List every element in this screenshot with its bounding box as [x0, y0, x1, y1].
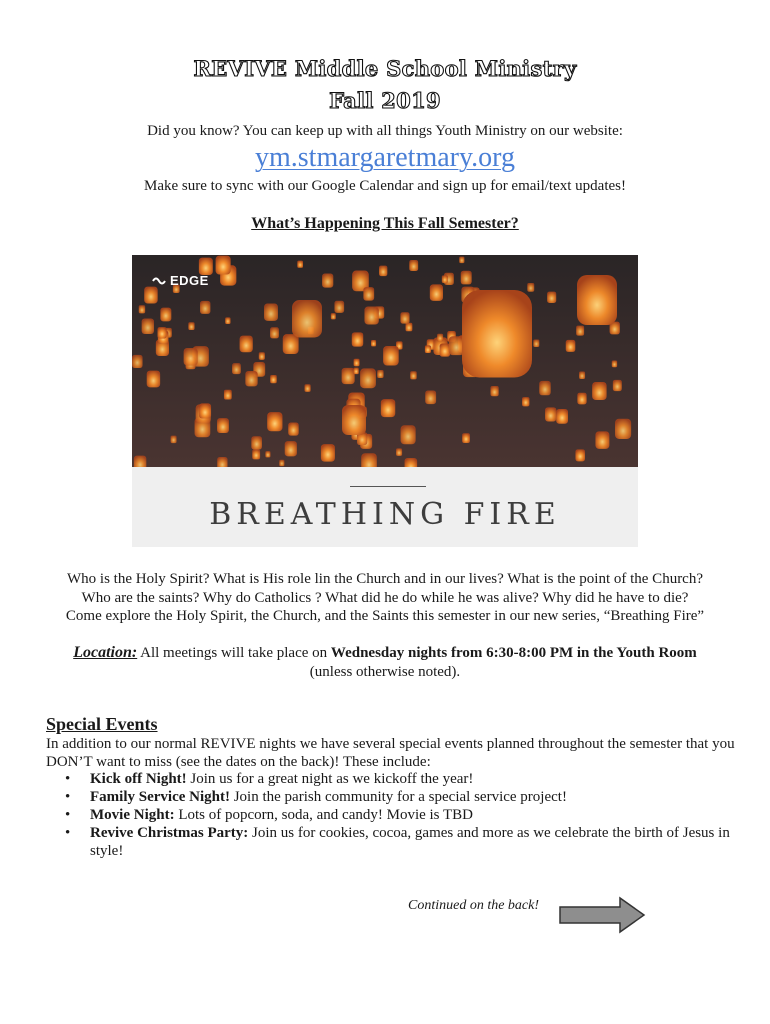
lantern	[264, 304, 278, 321]
semester-heading: What’s Happening This Fall Semester?	[251, 215, 519, 232]
lantern	[354, 359, 360, 366]
lantern	[251, 436, 262, 449]
lantern	[556, 409, 568, 424]
lantern	[425, 345, 431, 353]
lantern	[147, 371, 160, 388]
event-title: Revive Christmas Party:	[90, 825, 249, 841]
list-item	[46, 824, 736, 860]
edge-logo	[152, 273, 209, 288]
lantern	[547, 292, 556, 303]
lantern	[142, 319, 154, 334]
lantern	[270, 375, 277, 383]
lantern	[305, 384, 311, 392]
lantern	[200, 301, 210, 314]
lantern	[352, 332, 363, 346]
lantern	[184, 348, 198, 366]
location-text: All meetings will take place on	[137, 645, 331, 661]
special-events-heading: Special Events	[46, 714, 158, 734]
lantern	[490, 386, 498, 396]
special-events-intro: In addition to our normal REVIVE nights we have several special events planned throughout the semester that you DON’T want to miss (see the dates on the back)! These include:	[46, 736, 735, 770]
events-list	[46, 770, 736, 860]
lantern	[245, 371, 257, 386]
lantern	[259, 352, 265, 360]
list-item	[46, 788, 736, 806]
lantern	[157, 327, 166, 338]
event-title: Movie Night:	[90, 807, 175, 823]
lantern	[331, 313, 336, 319]
lantern	[132, 355, 143, 368]
ministry-title: REVIVE Middle School Ministry	[193, 56, 577, 81]
lantern	[297, 261, 303, 268]
lantern	[442, 275, 448, 283]
lantern	[322, 274, 333, 288]
lantern	[160, 308, 171, 322]
lantern	[410, 371, 416, 379]
lantern	[406, 323, 413, 332]
lantern	[292, 300, 322, 338]
event-text: Join us for a great night as we kickoff the year!	[186, 771, 474, 787]
lantern	[383, 346, 399, 365]
lantern	[461, 271, 472, 285]
lantern	[401, 425, 416, 444]
lantern	[545, 407, 556, 421]
lantern	[539, 381, 550, 395]
bullet-icon: •	[65, 771, 71, 787]
lantern	[462, 290, 532, 378]
website-link[interactable]: ym.stmargaretmary.org	[255, 142, 515, 173]
description-line: Who are the saints? Why do Catholics ? What did he do while he was alive? Why did he have to die?	[81, 589, 689, 606]
description-line: Who is the Holy Spirit? What is His role lin the Church and in our lives? What is the point of the Church?	[67, 571, 703, 587]
lantern	[144, 287, 157, 304]
lantern	[240, 336, 253, 353]
bullet-icon: •	[65, 807, 71, 823]
banner-title-panel	[132, 467, 638, 547]
breathing-fire-banner	[132, 255, 638, 547]
location-note: (unless otherwise noted).	[309, 664, 461, 680]
lantern	[252, 449, 260, 459]
lantern	[533, 339, 539, 347]
lantern	[575, 449, 585, 461]
lantern	[361, 453, 377, 467]
lantern	[595, 431, 609, 448]
list-item	[46, 770, 736, 788]
description-line: Come explore the Holy Spirit, the Church, and the Saints this semester in our new series, “Breathing Fire”	[65, 608, 705, 624]
event-title: Kick off Night!	[90, 771, 187, 787]
lantern	[279, 460, 284, 466]
lantern	[225, 317, 230, 324]
lantern	[425, 390, 436, 404]
lantern	[612, 360, 617, 367]
lantern	[613, 380, 622, 391]
event-text: Join the parish community for a special service project!	[229, 789, 567, 805]
lantern	[285, 441, 297, 456]
semester-title: Fall 2019	[329, 88, 441, 113]
lantern	[334, 301, 344, 313]
calendar-sync-note: Make sure to sync with our Google Calendar and sign up for email/text updates!	[144, 178, 626, 194]
lantern	[354, 368, 359, 375]
lantern	[288, 422, 299, 435]
lantern	[430, 284, 443, 300]
lantern	[232, 363, 241, 374]
lantern	[566, 340, 576, 352]
list-item	[46, 806, 736, 824]
lantern	[440, 343, 451, 356]
lantern	[437, 334, 443, 342]
edge-logo-icon	[152, 276, 166, 286]
event-text: Lots of popcorn, soda, and candy! Movie is TBD	[174, 807, 474, 823]
lantern	[377, 370, 383, 378]
lantern	[267, 412, 282, 431]
lantern	[364, 307, 378, 325]
lantern	[321, 444, 335, 462]
lantern	[360, 368, 376, 388]
lantern	[449, 336, 464, 355]
banner-divider	[350, 486, 426, 487]
series-description	[0, 570, 770, 626]
lantern	[371, 340, 376, 346]
lantern	[188, 322, 194, 330]
lantern	[224, 390, 232, 400]
series-title: BREATHING FIRE	[209, 497, 561, 532]
lantern	[459, 257, 464, 264]
lantern	[577, 393, 586, 405]
meeting-time: Wednesday nights from 6:30-8:00 PM in the Youth Room	[330, 645, 697, 661]
lantern	[579, 372, 585, 380]
lantern	[216, 256, 231, 275]
continued-note: Continued on the back!	[408, 898, 540, 913]
lantern	[270, 327, 279, 338]
bullet-icon: •	[65, 825, 71, 841]
lantern	[576, 326, 584, 336]
lantern	[400, 312, 409, 323]
edge-logo-text: EDGE	[170, 273, 209, 288]
lantern	[396, 448, 402, 456]
lantern	[265, 451, 270, 457]
lantern	[615, 419, 631, 439]
lantern	[342, 368, 355, 384]
lantern	[171, 436, 177, 443]
event-text: Join us for cookies, cocoa, games and more as we celebrate the birth of Jesus in style!	[90, 825, 730, 859]
lantern	[405, 458, 418, 467]
lantern	[409, 260, 418, 271]
lantern	[199, 403, 211, 418]
location-label: Location:	[73, 644, 138, 661]
lantern	[522, 397, 529, 406]
lantern	[217, 457, 227, 467]
lantern	[577, 275, 617, 325]
location-info	[0, 643, 770, 682]
lantern	[379, 266, 387, 276]
lantern	[592, 382, 606, 400]
lantern	[134, 456, 146, 467]
lantern	[527, 283, 534, 292]
lantern	[342, 405, 366, 435]
lantern	[363, 287, 374, 300]
lantern	[139, 305, 145, 313]
right-arrow-icon	[558, 896, 648, 939]
website-intro: Did you know? You can keep up with all things Youth Ministry on our website:	[147, 123, 623, 139]
bullet-icon: •	[65, 789, 71, 805]
lantern	[283, 334, 299, 354]
lantern	[381, 399, 395, 417]
lantern	[217, 418, 229, 433]
lantern	[462, 433, 470, 443]
event-title: Family Service Night!	[90, 789, 230, 805]
